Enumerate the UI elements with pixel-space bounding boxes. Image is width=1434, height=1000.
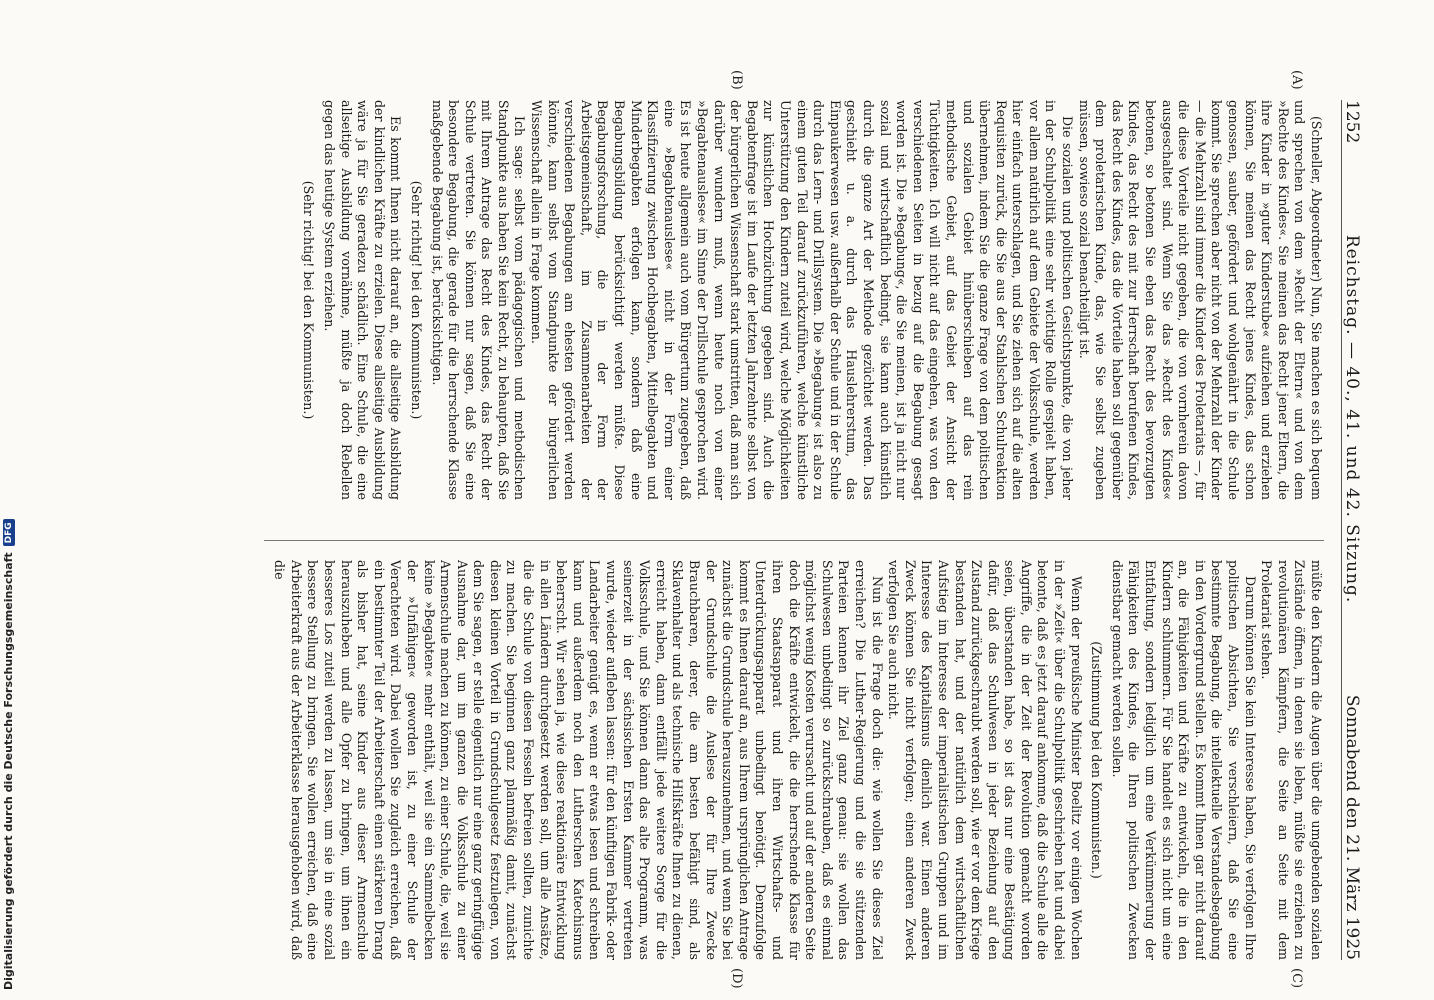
header-date: Sonnabend den 21. März 1925 <box>1342 694 1362 960</box>
margin-mark-b: (B) <box>729 70 744 90</box>
interjection: (Sehr richtig! bei den Kommunisten.) <box>408 180 424 420</box>
margin-mark-c: (C) <box>1289 968 1304 989</box>
interjection: (Zustimmung bei den Kommunisten.) <box>1089 641 1105 879</box>
page-header <box>1341 100 1372 960</box>
interjection: (Sehr richtig! bei den Kommunisten.) <box>301 180 317 420</box>
paragraph: Nun ist die Frage doch die: wie wollen Sie dieses Ziel erreichen? Die Luther-Regierung und die sie stützenden Parteien kennen ihr Ziel ganz genau: sie wollen das Schulwesen unbedingt so zurückschrauben, daß es einmal möglichst wenig Kosten verursacht und auf der anderen Seite doch die Kräfte entwickelt, die die herrschende Klasse für ihren Staatsapparat und ihren Wirtschafts- und Unterdrückungsapparat unbedingt benötigt. Demzufolge kommt es Ihnen darauf an, aus Ihrem ursprünglichen Antrage zunächst die Grundschule herauszunehmen, und wenn Sie bei der Grundschule die Auslese der für Ihre Zwecke Brauchbaren, derer, die am besten befähigt sind, als Sklavenhalter und als technische Hilfskräfte Ihnen zu dienen, erreicht haben, dann entfällt jede weitere Sorge für die Volksschule, und Sie können dann das alte Programm, was seinerzeit in der sächsischen Ersten Kammer vertreten wurde, wieder aufleben lassen: für den künftigen Fabrik- oder Landarbeiter genügt es, wenn er etwas lesen und schreiben kann und außerdem noch den Lutherschen Katechismus beherrscht. Wir sehen ja, wie diese reaktionäre Entwicklung in allen Ländern durchgesetzt werden soll, um alle Ansätze, die die Schule von diesen Fesseln befreien sollten, zunichte zu machen. Sie beginnen ganz planmäßig damit, zunächst diesen kleinen Vorteil in Grundschulgesetz festzulegen, von dem Sie sagen, er stelle eigentlich nur eine ganz geringfügige Ausnahme dar, um im ganzen die Volksschule zu einer Armenschule machen zu können, zu einer Schule, die, weil sie keine »Begabten« mehr enthält, weil sie ein Sammelbecken der »Unfähigen« geworden ist, zu einer Schule der Verachteten wird. Dabei wollen Sie zugleich erreichen, daß ein bestimmter Teil der Arbeiterschaft einen stärkeren Drang als bisher hat, seine Kinder aus dieser Armenschule herauszuheben und alle Opfer zu bringen, um ihnen ein besseres Los zuteil werden zu lassen, um sie in eine sozial bessere Stellung zu bringen. Sie wollen erreichen, daß eine Arbeiterkraft aus der Arbeiterklasse herausgehoben wird, daß die <box>272 560 885 960</box>
paragraph: Wenn der preußische Minister Boelitz vor einigen Wochen in der »Zeit« über die Schulpolitik geschrieben hat und dabei betonte, daß es jetzt darauf ankomme, daß die Schule alle die Angriffe, die in der Zeit der Revolution gemacht worden seien, überstanden habe, so ist das nur eine Bestätigung dafür, daß das Schulwesen in jeder Beziehung auf den Zustand zurückgeschraubt werden soll, wie er vor dem Kriege bestanden hat, und der natürlich dem wirtschaftlichen Aufstieg im Interesse der imperialistischen Gruppen und im Interesse des Kapitalismus dienlich war. Einen anderen Zweck können Sie nicht verfolgen; einen anderen Zweck verfolgen Sie auch nicht. <box>886 560 1084 960</box>
margin-mark-d: (D) <box>729 968 744 989</box>
left-column <box>264 100 1324 500</box>
footer-text: Digitalisierung gefördert durch die Deutsche Forschungsgemeinschaft <box>2 552 15 990</box>
paragraph: Es kommt Ihnen nicht darauf an, die allseitige Ausbildung der kindlichen Kräfte zu erzielen. Diese allseitige Ausbildung wäre ja für Sie geradezu schädlich. Eine Schule, die eine allseitige Ausbildung vornähme, müßte ja doch Rebellen gegen das heutige System erziehen. <box>321 100 404 500</box>
right-column <box>264 560 1324 960</box>
paragraph: müßte den Kindern die Augen über die umgebenden sozialen Zustände öffnen, in denen sie leben, müßte sie erziehen zu revolutionären Kämpfern, die Seite an Seite mit dem Proletariat stehen. <box>1259 560 1324 960</box>
margin-mark-a: (A) <box>1289 70 1304 90</box>
page-number: 1252 <box>1342 100 1362 144</box>
dfg-logo-icon: DFG <box>3 519 15 546</box>
digitization-footer <box>2 519 15 990</box>
paragraph: (Schneller, Abgeordneter) Nun, Sie machen es sich bequem und sprechen von dem »Recht der Eltern« und von dem »Rechte des Kindes«. Sie meinen das Recht jener Eltern, die ihre Kinder in »guter Kinderstube« aufziehen und erziehen können, Sie meinen das Recht jenes Kindes, das schon genossen, sauber, gefördert und wohlgenährt in die Schule kommt. Sie sprechen aber nicht von der Mehrzahl der Kinder — die Mehrzahl sind immer die Kinder des Proletariats —, für die diese Vorteile nicht gegeben, die von vornherein davon ausgeschaltet sind. Wenn Sie das »Recht des Kindes« betonen, so betonen Sie eben das Recht des bevorzugten Kindes, das Recht des mit zur Herrschaft berufenen Kindes, das Recht des Kindes, das die Vorteile haben soll gegenüber dem proletarischen Kinde, das, wie Sie selbst zugeben müssen, sowieso sozial benachteiligt ist. <box>1076 100 1324 500</box>
paragraph: Darum können Sie kein Interesse haben, Sie verfolgen Ihre politischen Absichten, Sie verschleiern, daß Sie eine bestimmte Begabung, die intellektuelle Verstandesbegabung in den Vordergrund stellen. Es kommt Ihnen gar nicht darauf an, die Fähigkeiten und Kräfte zu entwickeln, die in den Kindern schlummern. Für Sie handelt es sich nicht um eine Entfaltung, sondern lediglich um eine Verkümmerung der Fähigkeiten des Kindes, die Ihren politischen Zwecken dienstbar gemacht werden sollen. <box>1109 560 1258 960</box>
header-title: Reichstag. — 40., 41. und 42. Sitzung. <box>1342 234 1362 604</box>
paragraph: Die sozialen und politischen Gesichtspunkte, die von jeher in der Schulpolitik eine sehr wichtige Rolle gespielt haben, vor allem natürlich auf dem Gebiete der Volksschule, werden hier einfach unterschlagen, und Sie ziehen sich auf die alten Requisiten zurück, die Sie aus der Stahlschen Schulreaktion übernehmen, indem Sie die ganze Frage von dem politischen und sozialen Gebiet hinüberschieben auf das rein methodische Gebiet, auf das Gebiet der Ansicht der Tüchtigkeiten. Ich will nicht auf das eingehen, was von den verschiedenen Seiten in bezug auf die Begabung gesagt worden ist. Die »Begabung«, die Sie meinen, ist ja nicht nur sozial und wirtschaftlich bedingt, sie kann auch künstlich durch die ganze Art der Methode gezüchtet werden. Das geschieht u. a. durch das Hauslehrerstum, das Einpaukerwesen usw. außerhalb der Schule und in der Schule durch das Lern- und Drillsystem. Die »Begabung« ist also zu einem guten Teil darauf zurückzuführen, welche künstliche Unterstützung den Kindern zuteil wird, welche Möglichkeiten zur künstlichen Hochzüchtung gegeben sind. Auch die Begabtenfrage ist im Laufe der letzten Jahrzehnte selbst von der bürgerlichen Wissenschaft stark umstritten, daß man sich darüber wundern muß, wenn heute noch von einer »Begabtenauslese« im Sinne der Drillschule gesprochen wird. Es ist heute allgemein auch vom Bürgertum zugegeben, daß eine »Begabtenauslese« nicht in der Form einer Klassifizierung zwischen Hochbegabten, Mittelbegabten und Minderbegabten erfolgen kann, sondern daß eine Begabungsbildung berücksichtigt werden müßte. Diese Begabungsforschung, die in der Form der Arbeitsgemeinschaft, im Zusammenarbeiten der verschiedenen Begabungen am ehesten gefördert werden könnte, kann selbst vom Standpunkte der bürgerlichen Wissenschaft allein in Frage kommen. <box>529 100 1076 500</box>
column-divider <box>264 540 1324 541</box>
paragraph: Ich sage: selbst vom pädagogischen und methodischen Standpunkte aus haben Sie kein Recht, zu behaupten, daß Sie mit Ihrem Antrage das Recht des Kindes, das Recht der Schule vertreten. Sie können nur sagen, daß Sie eine besondere Begabung, die gerade für die herrschende Klasse maßgebende Begabung ist, berücksichtigen. <box>429 100 528 500</box>
